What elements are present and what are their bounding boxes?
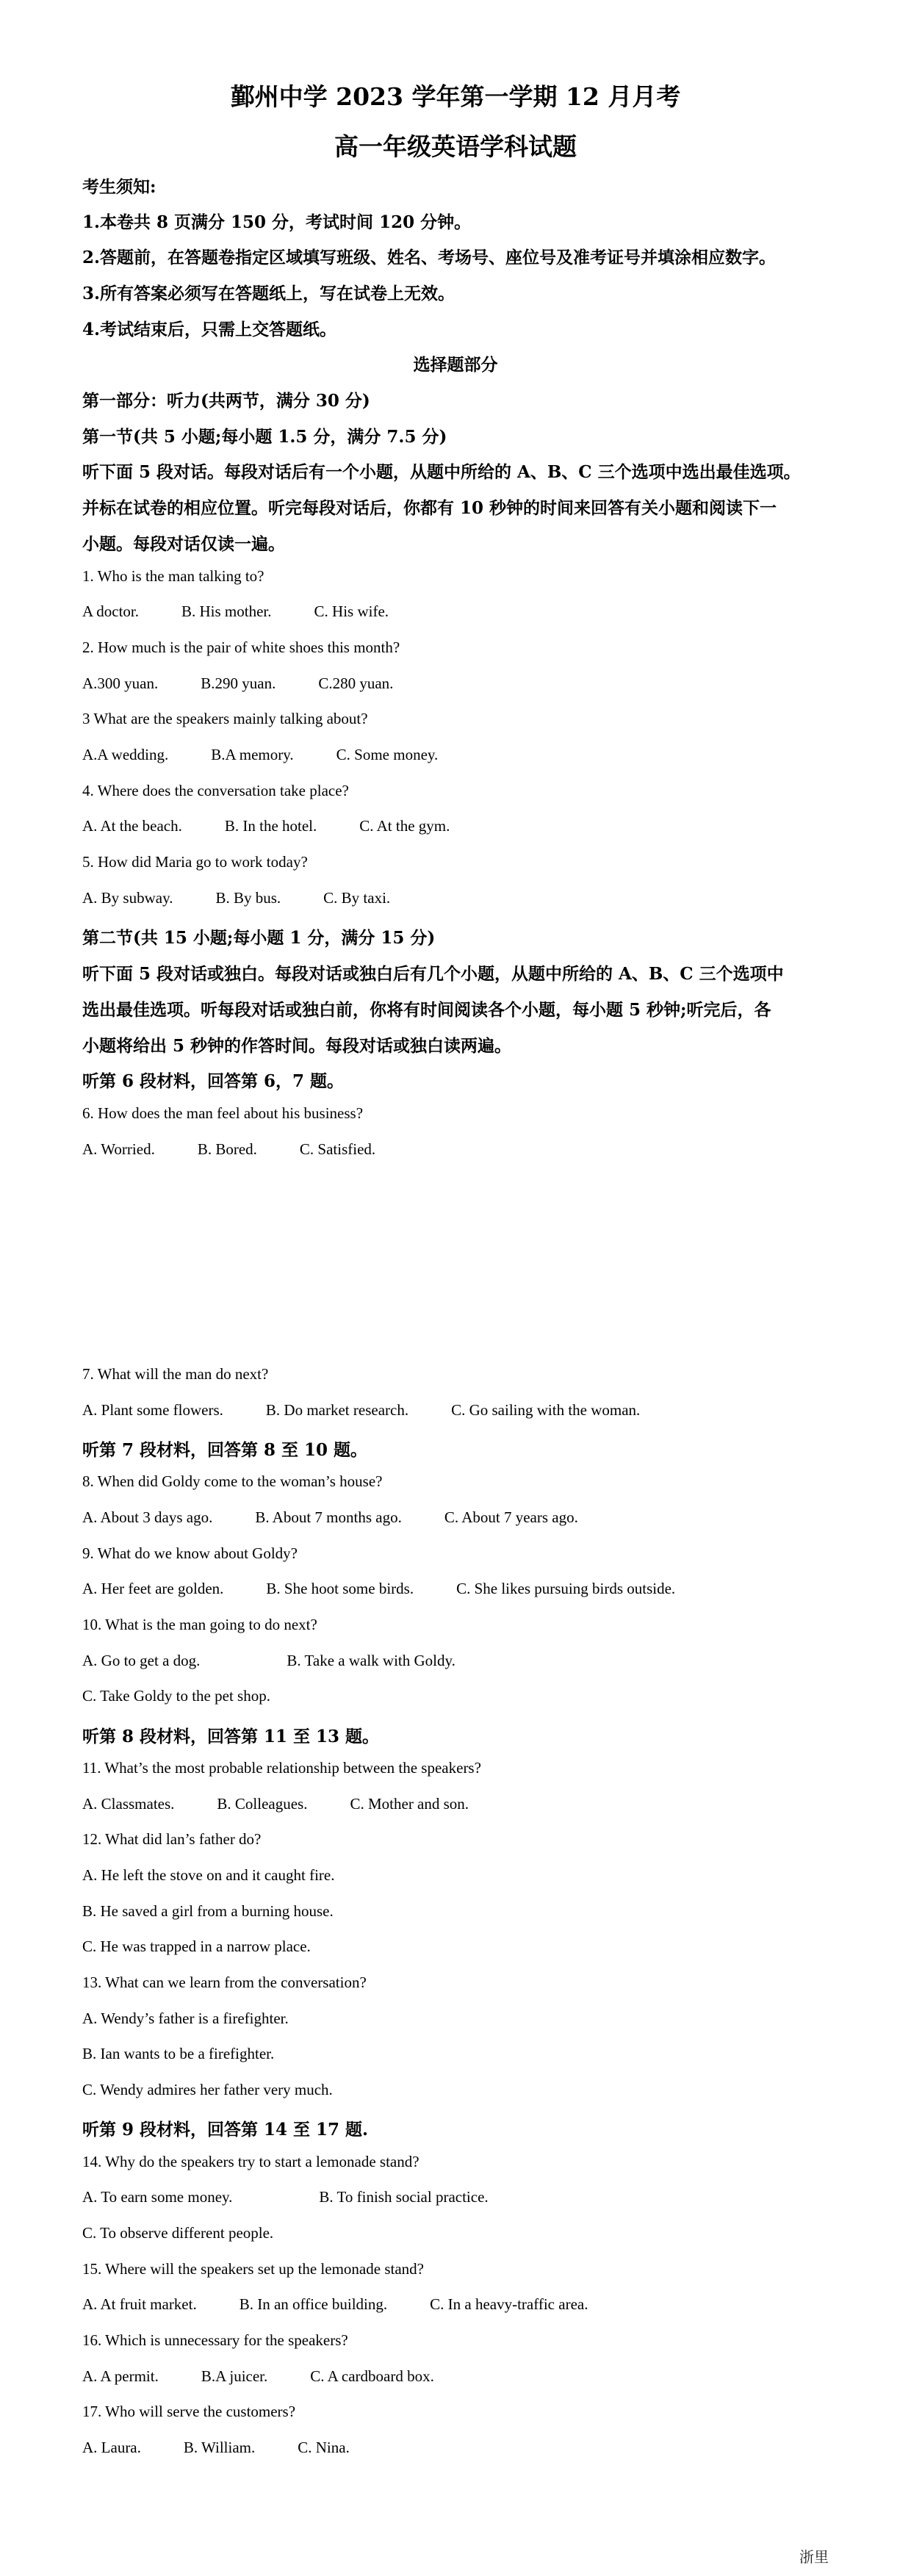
notice-item: 2.答题前，在答题卷指定区域填写班级、姓名、考场号、座位号及准考证号并填涂相应数字。 — [82, 248, 777, 267]
option-c: C. She likes pursuing birds outside. — [456, 1580, 676, 1597]
option-a: A. At the beach. — [82, 817, 182, 835]
material-heading: 听第 9 段材料，回答第 14 至 17 题. — [82, 2120, 369, 2140]
option-a: A. Wendy’s father is a firefighter. — [82, 2010, 289, 2027]
option-a: A. Laura. — [82, 2439, 141, 2456]
option-a: A. At fruit market. — [82, 2295, 197, 2313]
option-c: C. About 7 years ago. — [444, 1508, 578, 1526]
material-heading: 听第 6 段材料，回答第 6，7 题。 — [82, 1071, 345, 1091]
section-heading: 第二节(共 15 小题;每小题 1 分，满分 15 分) — [82, 928, 436, 948]
option-c: C. Satisfied. — [299, 1140, 376, 1158]
question-16: 16. Which is unnecessary for the speakers? — [82, 2331, 348, 2349]
options-9 — [82, 1580, 675, 1598]
option-a: A. To earn some money. — [82, 2188, 233, 2206]
instruction-line: 听下面 5 段对话或独白。每段对话或独白后有几个小题，从题中所给的 A、B、C 三个选项中 — [82, 964, 784, 984]
option-a: A. Go to get a dog. — [82, 1652, 201, 1669]
option-b: B. She hoot some birds. — [266, 1580, 414, 1597]
option-a: A. Worried. — [82, 1140, 155, 1158]
notice-heading: 考生须知: — [82, 177, 156, 197]
option-c: C. Some money. — [336, 746, 439, 763]
option-c: C. Wendy admires her father very much. — [82, 2081, 333, 2098]
notice-item: 3.所有答案必须写在答题纸上，写在试卷上无效。 — [82, 284, 455, 303]
question-8: 8. When did Goldy come to the woman’s house? — [82, 1472, 383, 1490]
question-6: 6. How does the man feel about his business? — [82, 1104, 364, 1122]
option-b: B. In an office building. — [239, 2295, 388, 2313]
question-9: 9. What do we know about Goldy? — [82, 1544, 298, 1562]
option-b: B. Colleagues. — [217, 1795, 308, 1813]
option-a: A. Classmates. — [82, 1795, 175, 1813]
instruction-line: 小题将给出 5 秒钟的作答时间。每段对话或独白读两遍。 — [82, 1036, 512, 1056]
options-17 — [82, 2439, 350, 2457]
options-1 — [82, 602, 389, 621]
options-11 — [82, 1795, 469, 1813]
question-13: 13. What can we learn from the conversation? — [82, 1974, 367, 1991]
option-c: C.280 yuan. — [318, 674, 394, 692]
instruction-line: 听下面 5 段对话。每段对话后有一个小题，从题中所给的 A、B、C 三个选项中选出最佳选项。 — [82, 462, 801, 482]
option-a: A. By subway. — [82, 889, 173, 907]
question-2: 2. How much is the pair of white shoes this month? — [82, 638, 400, 656]
option-c: C. At the gym. — [359, 817, 450, 835]
option-b: B. By bus. — [215, 889, 281, 907]
question-7: 7. What will the man do next? — [82, 1365, 269, 1383]
option-b: B. He saved a girl from a burning house. — [82, 1902, 334, 1920]
exam-subtitle: 高一年级英语学科试题 — [334, 132, 577, 161]
option-c: C. Nina. — [298, 2439, 350, 2456]
options-14 — [82, 2188, 489, 2206]
options-5 — [82, 889, 390, 907]
question-15: 15. Where will the speakers set up the lemonade stand? — [82, 2260, 424, 2278]
material-heading: 听第 8 段材料，回答第 11 至 13 题。 — [82, 1727, 380, 1746]
option-b: B. Do market research. — [265, 1401, 409, 1419]
option-c: C. Go sailing with the woman. — [451, 1401, 641, 1419]
question-12: 12. What did lan’s father do? — [82, 1830, 262, 1848]
option-c: C. In a heavy-traffic area. — [430, 2295, 588, 2313]
options-2 — [82, 674, 393, 693]
question-10: 10. What is the man going to do next? — [82, 1616, 317, 1633]
options-6 — [82, 1140, 375, 1159]
instruction-line: 并标在试卷的相应位置。听完每段对话后，你都有 10 秒钟的时间来回答有关小题和阅读下一 — [82, 498, 777, 518]
option-c: C. A cardboard box. — [310, 2367, 434, 2385]
option-b: B. About 7 months ago. — [255, 1508, 402, 1526]
section-title: 选择题部分 — [413, 355, 498, 375]
question-14: 14. Why do the speakers try to start a lemonade stand? — [82, 2153, 420, 2170]
option-c: C. He was trapped in a narrow place. — [82, 1938, 311, 1955]
option-a: A doctor. — [82, 602, 139, 620]
option-b: B.A juicer. — [201, 2367, 268, 2385]
notice-item: 1.本卷共 8 页满分 150 分，考试时间 120 分钟。 — [82, 212, 472, 232]
question-17: 17. Who will serve the customers? — [82, 2403, 296, 2420]
option-b: B. To finish social practice. — [319, 2188, 489, 2206]
option-c: C. Mother and son. — [350, 1795, 469, 1813]
option-b: B. In the hotel. — [224, 817, 317, 835]
question-1: 1. Who is the man talking to? — [82, 567, 264, 585]
options-3 — [82, 746, 438, 764]
option-a: A. Plant some flowers. — [82, 1401, 223, 1419]
option-a: A. He left the stove on and it caught fire. — [82, 1866, 335, 1884]
option-c: C. To observe different people. — [82, 2224, 274, 2242]
question-11: 11. What’s the most probable relationship between the speakers? — [82, 1759, 481, 1777]
option-b: B. Take a walk with Goldy. — [287, 1652, 455, 1669]
option-a: A. Her feet are golden. — [82, 1580, 224, 1597]
option-a: A.A wedding. — [82, 746, 169, 763]
option-c: C. Take Goldy to the pet shop. — [82, 1687, 270, 1705]
options-15 — [82, 2295, 588, 2314]
option-c: C. His wife. — [314, 602, 389, 620]
material-heading: 听第 7 段材料，回答第 8 至 10 题。 — [82, 1440, 368, 1460]
part-heading: 第一部分：听力(共两节，满分 30 分) — [82, 391, 370, 411]
instruction-line: 选出最佳选项。听每段对话或独白前，你将有时间阅读各个小题，每小题 5 秒钟;听完后，各 — [82, 1000, 771, 1020]
option-a: A. A permit. — [82, 2367, 159, 2385]
question-5: 5. How did Maria go to work today? — [82, 853, 308, 871]
question-3: 3 What are the speakers mainly talking about? — [82, 710, 368, 727]
options-8 — [82, 1508, 578, 1527]
option-b: B. His mother. — [181, 602, 272, 620]
option-a: A.300 yuan. — [82, 674, 159, 692]
exam-title: 鄞州中学 2023 学年第一学期 12 月月考 — [230, 82, 681, 111]
option-b: B.290 yuan. — [201, 674, 276, 692]
section-heading: 第一节(共 5 小题;每小题 1.5 分，满分 7.5 分) — [82, 427, 447, 447]
options-7 — [82, 1401, 640, 1420]
option-b: B.A memory. — [211, 746, 294, 763]
option-c: C. By taxi. — [323, 889, 391, 907]
question-4: 4. Where does the conversation take place? — [82, 782, 349, 799]
options-4 — [82, 817, 450, 835]
option-b: B. Ian wants to be a firefighter. — [82, 2045, 275, 2062]
option-b: B. Bored. — [197, 1140, 257, 1158]
instruction-line: 小题。每段对话仅读一遍。 — [82, 534, 285, 554]
options-10 — [82, 1652, 455, 1670]
page-footer-mark: 浙里 — [799, 2548, 829, 2566]
option-a: A. About 3 days ago. — [82, 1508, 213, 1526]
options-16 — [82, 2367, 434, 2386]
notice-item: 4.考试结束后，只需上交答题纸。 — [82, 320, 337, 339]
option-b: B. William. — [183, 2439, 256, 2456]
